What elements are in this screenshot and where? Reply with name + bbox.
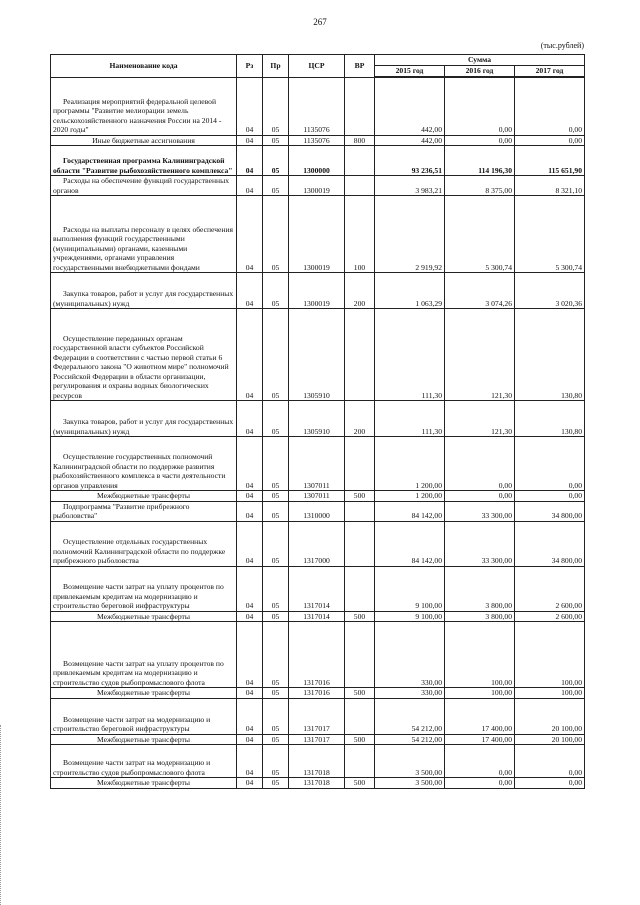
- row-rz: 04: [237, 176, 263, 196]
- row-pr: 05: [263, 611, 289, 622]
- row-value-2016: 3 800,00: [445, 611, 515, 622]
- row-value-2016: 5 300,74: [445, 196, 515, 273]
- row-name: Межбюджетные трансферты: [51, 734, 237, 745]
- row-pr: 05: [263, 778, 289, 789]
- row-csr: 1300019: [289, 176, 345, 196]
- row-name: Возмещение части затрат на уплату процентов по привлекаемым кредитам на модернизацию и строительство судов рыбопромыслового флота: [51, 622, 237, 688]
- row-value-2016: 121,30: [445, 309, 515, 401]
- row-rz: 04: [237, 521, 263, 566]
- table-row: [51, 309, 585, 401]
- page-number: 267: [313, 17, 327, 27]
- table-row: [51, 146, 585, 176]
- header-pr: Пр: [263, 55, 289, 78]
- row-value-2017: 34 800,00: [515, 521, 585, 566]
- row-value-2017: 0,00: [515, 745, 585, 778]
- row-value-2017: 8 321,10: [515, 176, 585, 196]
- row-value-2017: 3 020,36: [515, 273, 585, 309]
- row-value-2017: 115 651,90: [515, 146, 585, 176]
- row-name: Возмещение части затрат на модернизацию и строительство береговой инфраструктуры: [51, 698, 237, 734]
- row-name: Расходы на обеспечение функций государственных органов: [51, 176, 237, 196]
- row-value-2015: 2 919,92: [375, 196, 445, 273]
- row-vr: [345, 77, 375, 135]
- row-value-2015: 330,00: [375, 688, 445, 699]
- row-rz: 04: [237, 566, 263, 611]
- table-row: [51, 698, 585, 734]
- row-csr: 1307011: [289, 491, 345, 502]
- row-name: Возмещение части затрат на модернизацию и строительство судов рыбопромыслового флота: [51, 745, 237, 778]
- row-rz: 04: [237, 778, 263, 789]
- row-value-2015: 111,30: [375, 309, 445, 401]
- table-row: [51, 135, 585, 146]
- row-value-2016: 100,00: [445, 622, 515, 688]
- row-pr: 05: [263, 698, 289, 734]
- row-pr: 05: [263, 146, 289, 176]
- row-value-2015: 3 983,21: [375, 176, 445, 196]
- row-rz: 04: [237, 501, 263, 521]
- row-name: Реализация мероприятий федеральной целевой программы "Развитие мелиорации земель сельскохозяйственного назначения России на 2014 - 2020 годы": [51, 77, 237, 135]
- table-row: [51, 437, 585, 491]
- table-row: [51, 688, 585, 699]
- row-value-2015: 111,30: [375, 401, 445, 437]
- row-value-2017: 130,80: [515, 309, 585, 401]
- row-value-2015: 84 142,00: [375, 501, 445, 521]
- row-value-2017: 20 100,00: [515, 698, 585, 734]
- header-2015: 2015 год: [375, 66, 445, 78]
- row-value-2017: 100,00: [515, 688, 585, 699]
- row-vr: [345, 176, 375, 196]
- table-row: [51, 734, 585, 745]
- row-csr: 1135076: [289, 77, 345, 135]
- row-value-2017: 34 800,00: [515, 501, 585, 521]
- row-value-2016: 33 300,00: [445, 521, 515, 566]
- row-value-2017: 0,00: [515, 135, 585, 146]
- row-vr: 800: [345, 135, 375, 146]
- row-vr: [345, 501, 375, 521]
- row-vr: [345, 146, 375, 176]
- row-rz: 04: [237, 734, 263, 745]
- row-rz: 04: [237, 745, 263, 778]
- row-csr: 1300019: [289, 196, 345, 273]
- header-sum: Сумма: [375, 55, 585, 66]
- table-row: [51, 566, 585, 611]
- row-name: Межбюджетные трансферты: [51, 611, 237, 622]
- row-value-2017: 0,00: [515, 778, 585, 789]
- row-csr: 1317014: [289, 611, 345, 622]
- row-vr: [345, 698, 375, 734]
- row-value-2015: 1 200,00: [375, 437, 445, 491]
- scan-edge-mark: [0, 725, 3, 905]
- row-name: Осуществление переданных органам государственной власти субъектов Российской Федерации в соответствии с частью первой статьи 6 Федерального закона "О животном мире" полномочий Российской Федерации в области организации, регулирования и охраны водных биологических ресурсов: [51, 309, 237, 401]
- row-rz: 04: [237, 611, 263, 622]
- row-rz: 04: [237, 622, 263, 688]
- row-csr: 1310000: [289, 501, 345, 521]
- row-vr: 500: [345, 491, 375, 502]
- row-csr: 1300019: [289, 273, 345, 309]
- row-vr: [345, 622, 375, 688]
- row-rz: 04: [237, 77, 263, 135]
- units-label: (тыс.рублей): [540, 41, 584, 50]
- row-rz: 04: [237, 135, 263, 146]
- row-value-2015: 3 500,00: [375, 778, 445, 789]
- table-row: [51, 196, 585, 273]
- row-pr: 05: [263, 688, 289, 699]
- row-pr: 05: [263, 622, 289, 688]
- row-pr: 05: [263, 501, 289, 521]
- row-value-2015: 3 500,00: [375, 745, 445, 778]
- row-rz: 04: [237, 273, 263, 309]
- row-vr: [345, 521, 375, 566]
- row-vr: 500: [345, 688, 375, 699]
- table-row: [51, 611, 585, 622]
- table-body: [51, 77, 585, 788]
- row-name: Закупка товаров, работ и услуг для государственных (муниципальных) нужд: [51, 401, 237, 437]
- row-value-2015: 54 212,00: [375, 734, 445, 745]
- table-row: [51, 273, 585, 309]
- row-value-2016: 8 375,00: [445, 176, 515, 196]
- row-vr: 100: [345, 196, 375, 273]
- row-vr: 500: [345, 778, 375, 789]
- row-value-2016: 0,00: [445, 745, 515, 778]
- row-name: Межбюджетные трансферты: [51, 491, 237, 502]
- row-vr: 200: [345, 401, 375, 437]
- row-pr: 05: [263, 566, 289, 611]
- table-row: [51, 745, 585, 778]
- row-value-2016: 33 300,00: [445, 501, 515, 521]
- row-rz: 04: [237, 196, 263, 273]
- row-pr: 05: [263, 135, 289, 146]
- row-vr: [345, 437, 375, 491]
- row-value-2016: 3 800,00: [445, 566, 515, 611]
- row-rz: 04: [237, 146, 263, 176]
- row-rz: 04: [237, 688, 263, 699]
- row-value-2015: 442,00: [375, 135, 445, 146]
- row-value-2016: 0,00: [445, 491, 515, 502]
- row-name: Иные бюджетные ассигнования: [51, 135, 237, 146]
- row-csr: 1305910: [289, 309, 345, 401]
- row-value-2015: 442,00: [375, 77, 445, 135]
- row-pr: 05: [263, 401, 289, 437]
- row-value-2015: 1 200,00: [375, 491, 445, 502]
- row-csr: 1317014: [289, 566, 345, 611]
- row-value-2015: 9 100,00: [375, 611, 445, 622]
- row-rz: 04: [237, 698, 263, 734]
- row-vr: 200: [345, 273, 375, 309]
- row-name: Межбюджетные трансферты: [51, 778, 237, 789]
- row-name: Возмещение части затрат на уплату процентов по привлекаемым кредитам на модернизацию и строительство береговой инфраструктуры: [51, 566, 237, 611]
- row-vr: [345, 745, 375, 778]
- row-value-2017: 100,00: [515, 622, 585, 688]
- row-name: Межбюджетные трансферты: [51, 688, 237, 699]
- row-value-2017: 0,00: [515, 491, 585, 502]
- row-csr: 1317017: [289, 698, 345, 734]
- row-value-2016: 0,00: [445, 437, 515, 491]
- row-csr: 1135076: [289, 135, 345, 146]
- row-value-2015: 54 212,00: [375, 698, 445, 734]
- row-value-2016: 0,00: [445, 77, 515, 135]
- row-pr: 05: [263, 745, 289, 778]
- row-rz: 04: [237, 437, 263, 491]
- row-pr: 05: [263, 521, 289, 566]
- row-rz: 04: [237, 309, 263, 401]
- table-row: [51, 501, 585, 521]
- row-vr: 500: [345, 611, 375, 622]
- row-rz: 04: [237, 491, 263, 502]
- row-csr: 1305910: [289, 401, 345, 437]
- table-row: [51, 176, 585, 196]
- row-pr: 05: [263, 176, 289, 196]
- table-row: [51, 521, 585, 566]
- table-row: [51, 401, 585, 437]
- table-row: [51, 778, 585, 789]
- row-pr: 05: [263, 734, 289, 745]
- row-csr: 1317000: [289, 521, 345, 566]
- row-csr: 1300000: [289, 146, 345, 176]
- header-vr: ВР: [345, 55, 375, 78]
- row-pr: 05: [263, 309, 289, 401]
- header-name: Наименование кода: [51, 55, 237, 78]
- row-pr: 05: [263, 273, 289, 309]
- row-name: Подпрограмма "Развитие прибрежного рыболовства": [51, 501, 237, 521]
- row-value-2017: 20 100,00: [515, 734, 585, 745]
- table-row: [51, 491, 585, 502]
- table-row: [51, 622, 585, 688]
- row-vr: [345, 566, 375, 611]
- row-value-2016: 17 400,00: [445, 698, 515, 734]
- table-row: [51, 77, 585, 135]
- row-csr: 1317018: [289, 778, 345, 789]
- row-value-2016: 114 196,30: [445, 146, 515, 176]
- row-rz: 04: [237, 401, 263, 437]
- row-value-2017: 0,00: [515, 77, 585, 135]
- row-value-2016: 121,30: [445, 401, 515, 437]
- budget-table: [50, 54, 585, 789]
- row-pr: 05: [263, 196, 289, 273]
- row-csr: 1317016: [289, 622, 345, 688]
- row-pr: 05: [263, 77, 289, 135]
- row-csr: 1317017: [289, 734, 345, 745]
- row-value-2015: 1 063,29: [375, 273, 445, 309]
- row-value-2017: 5 300,74: [515, 196, 585, 273]
- row-value-2016: 0,00: [445, 135, 515, 146]
- row-value-2015: 9 100,00: [375, 566, 445, 611]
- row-pr: 05: [263, 491, 289, 502]
- row-csr: 1317018: [289, 745, 345, 778]
- row-vr: 500: [345, 734, 375, 745]
- row-csr: 1317016: [289, 688, 345, 699]
- row-csr: 1307011: [289, 437, 345, 491]
- header-2016: 2016 год: [445, 66, 515, 78]
- row-value-2016: 3 074,26: [445, 273, 515, 309]
- row-name: Осуществление государственных полномочий Калининградской области по поддержке развития рыбохозяйственного комплекса в части деятельности органов управления: [51, 437, 237, 491]
- row-value-2017: 0,00: [515, 437, 585, 491]
- row-pr: 05: [263, 437, 289, 491]
- row-name: Закупка товаров, работ и услуг для государственных (муниципальных) нужд: [51, 273, 237, 309]
- row-value-2015: 84 142,00: [375, 521, 445, 566]
- header-2017: 2017 год: [515, 66, 585, 78]
- header-csr: ЦСР: [289, 55, 345, 78]
- row-value-2016: 17 400,00: [445, 734, 515, 745]
- row-value-2015: 330,00: [375, 622, 445, 688]
- row-value-2016: 0,00: [445, 778, 515, 789]
- row-name: Расходы на выплаты персоналу в целях обеспечения выполнения функций государственными (муниципальными) органами, казенными учреждениями, органами управления государственными внебюджетными фондами: [51, 196, 237, 273]
- row-value-2015: 93 236,51: [375, 146, 445, 176]
- row-vr: [345, 309, 375, 401]
- row-value-2016: 100,00: [445, 688, 515, 699]
- header-rz: Рз: [237, 55, 263, 78]
- row-name: Осуществление отдельных государственных полномочий Калининградской области по поддержке прибрежного рыболовства: [51, 521, 237, 566]
- row-value-2017: 2 600,00: [515, 566, 585, 611]
- row-value-2017: 2 600,00: [515, 611, 585, 622]
- row-name: Государственная программа Калининградской области "Развитие рыбохозяйственного комплекса": [51, 146, 237, 176]
- row-value-2017: 130,80: [515, 401, 585, 437]
